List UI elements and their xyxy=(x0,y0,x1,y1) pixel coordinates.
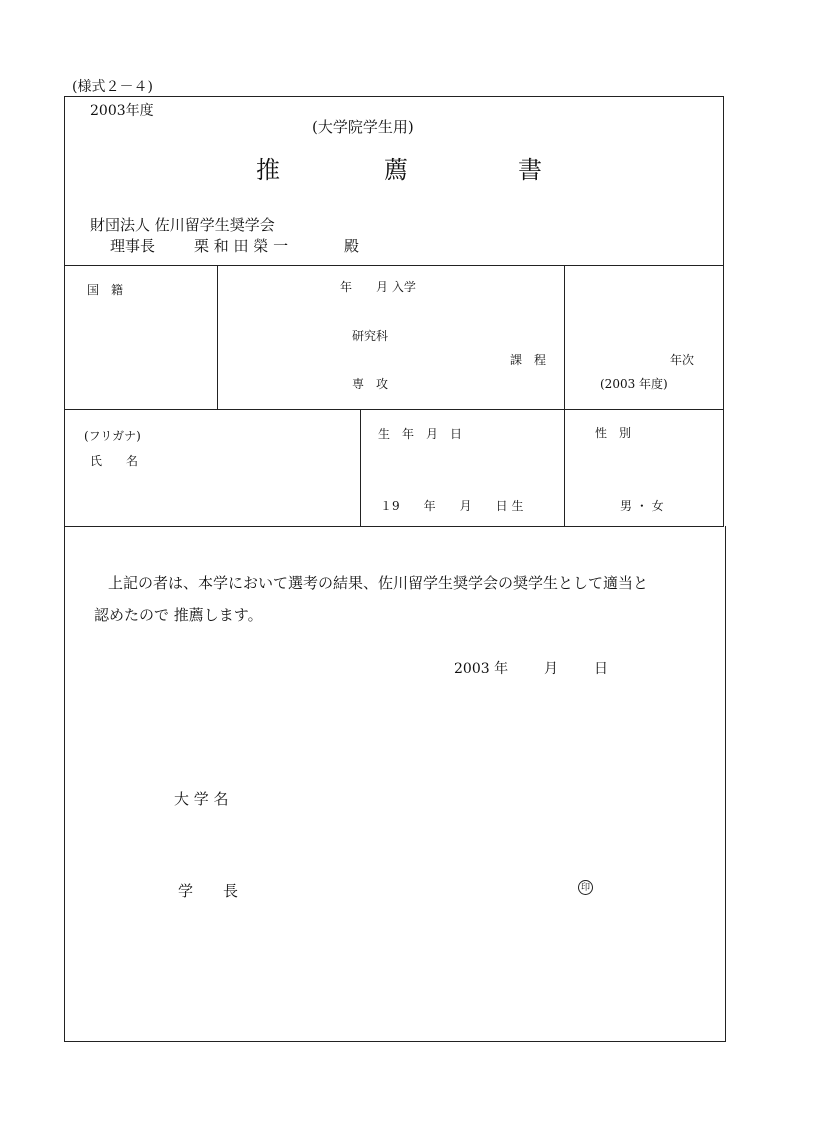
seal-icon: 印 xyxy=(578,880,593,895)
enroll-label: 年 月 入学 xyxy=(340,280,416,294)
sex-label: 性 別 xyxy=(595,426,632,440)
row2-divider-2 xyxy=(564,410,565,527)
title-char-1: 推 xyxy=(256,156,280,184)
fiscal-year: 2003年度 xyxy=(90,103,154,119)
university-label: 大 学 名 xyxy=(174,790,229,808)
president-label: 学 長 xyxy=(178,882,239,900)
birth-date-label: 生 年 月 日 xyxy=(378,427,463,441)
statement-line-2: 認めたので 推薦します。 xyxy=(94,606,263,624)
sex-value: 男 ・ 女 xyxy=(620,499,664,513)
form-id: (様式２－４) xyxy=(72,79,153,95)
date-month: 月 xyxy=(544,661,558,677)
furigana-label: (フリガナ) xyxy=(84,429,141,443)
row1-divider-2 xyxy=(564,266,565,410)
subtitle: (大学院学生用) xyxy=(312,118,414,136)
grade-year-label: (2003 年度) xyxy=(600,377,668,391)
statement-line-1: 上記の者は、本学において選考の結果、佐川留学生奨学会の奨学生として適当と xyxy=(108,574,649,592)
recipient-organization: 財団法人 佐川留学生奨学会 xyxy=(90,216,275,234)
course-label: 課 程 xyxy=(510,353,547,367)
recipient-position: 理事長 xyxy=(110,237,156,255)
statement-top-line xyxy=(64,526,724,527)
grade-label: 年次 xyxy=(670,353,695,367)
row1-divider-1 xyxy=(217,266,218,410)
name-label: 氏 名 xyxy=(90,454,139,468)
birth-date-value: １9 年 月 日 生 xyxy=(380,499,524,513)
nationality-label: 国 籍 xyxy=(87,283,124,297)
date-day: 日 xyxy=(594,661,608,677)
date-year: 2003 年 xyxy=(454,661,509,677)
graduate-school-label: 研究科 xyxy=(352,329,389,343)
recipient-name: 栗 和 田 榮 一 xyxy=(194,237,289,255)
row2-divider-1 xyxy=(360,410,361,527)
title-char-2: 薦 xyxy=(384,156,408,184)
recipient-honorific: 殿 xyxy=(344,237,360,255)
title-char-3: 書 xyxy=(518,156,542,184)
row2-top-line xyxy=(64,409,724,410)
major-label: 専 攻 xyxy=(352,377,389,391)
